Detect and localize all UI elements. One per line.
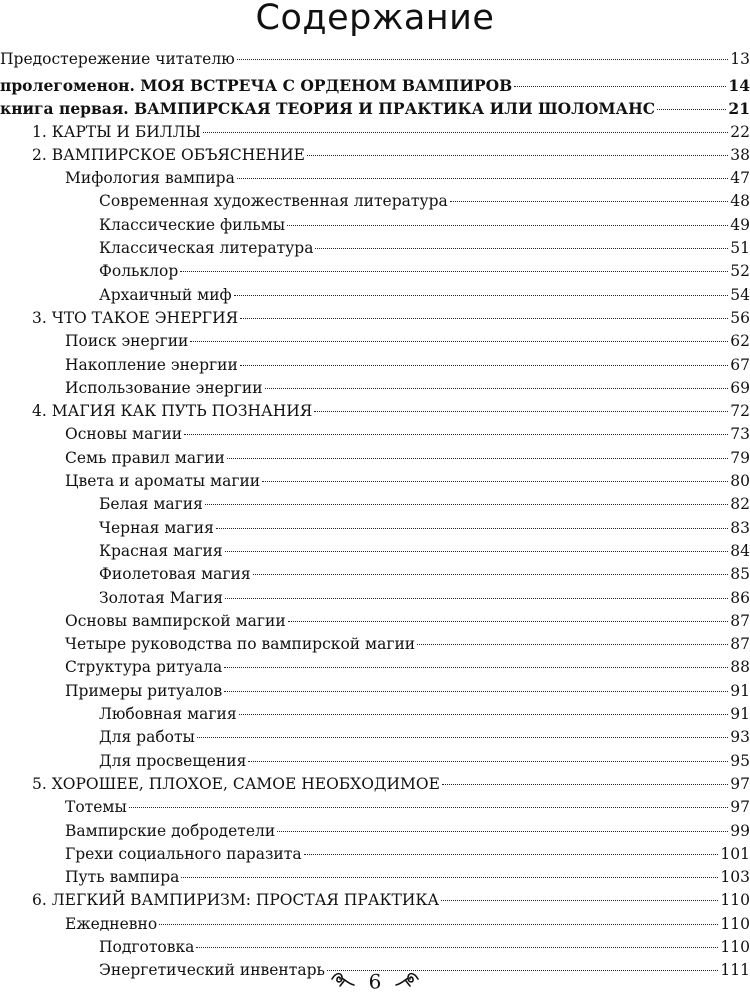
- toc-entry: [0, 216, 750, 239]
- toc-entry-label: Красная магия: [99, 541, 223, 560]
- toc-entry-label: 6. ЛЕГКИЙ ВАМПИРИЗМ: ПРОСТАЯ ПРАКТИКА: [32, 891, 440, 910]
- toc-entry-label: Мифология вампира: [65, 169, 235, 188]
- dot-leader: [159, 924, 718, 925]
- toc-entry-label: Цвета и ароматы магии: [65, 472, 261, 491]
- toc-entry: [0, 99, 750, 122]
- toc-entry-label: Основы вампирской магии: [65, 611, 286, 630]
- toc-entry-page: 88: [730, 658, 750, 677]
- toc-entry-page: 97: [730, 798, 750, 817]
- toc-entry-page: 84: [730, 541, 750, 560]
- toc-entry-page: 79: [730, 448, 750, 467]
- dot-leader: [657, 109, 726, 110]
- toc-entry: [0, 332, 750, 355]
- toc-entry-label: Тотемы: [65, 798, 127, 817]
- toc-entry-label: Для просвещения: [99, 751, 247, 770]
- toc-entry-label: Фольклор: [99, 262, 179, 281]
- toc-entry-label: Накопление энергии: [65, 355, 238, 374]
- dot-leader: [227, 458, 728, 459]
- toc-entry-label: Фиолетовая магия: [99, 565, 251, 584]
- toc-entry: [0, 682, 750, 705]
- toc-entry: [0, 798, 750, 821]
- toc-entry-label: Предостережение читателю: [0, 50, 235, 68]
- toc-entry-label: Поиск энергии: [65, 332, 189, 351]
- dot-leader: [181, 877, 718, 878]
- dot-leader: [248, 761, 728, 762]
- toc-entry: [0, 402, 750, 425]
- dot-leader: [237, 59, 729, 60]
- toc-entry-page: 14: [728, 76, 750, 95]
- toc-entry-label: Четыре руководства по вампирской магии: [65, 635, 416, 654]
- toc-entry-page: 54: [730, 285, 750, 304]
- toc-entry: [0, 519, 750, 542]
- toc-entry-label: Структура ритуала: [65, 658, 223, 677]
- dot-leader: [129, 807, 728, 808]
- dot-leader: [450, 201, 729, 202]
- toc-entry: [0, 76, 750, 99]
- toc-entry-page: 49: [730, 215, 750, 234]
- toc-entry-label: Примеры ритуалов: [65, 681, 223, 700]
- dot-leader: [315, 248, 728, 249]
- toc-entry-page: 91: [730, 681, 750, 700]
- toc-entry-page: 21: [728, 99, 750, 119]
- toc-entry-label: 3. ЧТО ТАКОЕ ЭНЕРГИЯ: [32, 308, 239, 327]
- toc-entry-label: Использование энергии: [65, 378, 263, 397]
- toc-entry: [0, 472, 750, 495]
- toc-entry-page: 87: [730, 635, 750, 654]
- dot-leader: [314, 411, 728, 412]
- toc-entry: [0, 239, 750, 262]
- toc-entry: [0, 658, 750, 681]
- dot-leader: [203, 132, 728, 133]
- dot-leader: [442, 784, 728, 785]
- toc-entry-label: пролегоменон. МОЯ ВСТРЕЧА С ОРДЕНОМ ВАМПИРОВ: [0, 76, 513, 95]
- toc-entry-label: Грехи социального паразита: [65, 844, 302, 863]
- toc-entry-label: 5. ХОРОШЕЕ, ПЛОХОЕ, САМОЕ НЕОБХОДИМОЕ: [32, 774, 440, 793]
- toc-entry: [0, 449, 750, 472]
- page-title: Содержание: [255, 0, 495, 38]
- toc-entry-page: 85: [730, 565, 750, 584]
- toc-entry-label: 2. ВАМПИРСКОЕ ОБЪЯСНЕНИЕ: [32, 145, 305, 164]
- toc-entry: [0, 845, 750, 868]
- toc-entry-label: Любовная магия: [99, 705, 237, 724]
- dot-leader: [514, 86, 726, 87]
- toc-entry-label: Архаичный миф: [99, 285, 232, 304]
- toc-entry-label: книга первая. ВАМПИРСКАЯ ТЕОРИЯ И ПРАКТИКА ИЛИ ШОЛОМАНС: [0, 99, 656, 119]
- dot-leader: [287, 225, 728, 226]
- toc-entry: [0, 262, 750, 285]
- toc-entry-page: 48: [730, 192, 750, 211]
- toc-entry: [0, 938, 750, 961]
- toc-entry-label: Семь правил магии: [65, 448, 225, 467]
- dot-leader: [190, 341, 728, 342]
- toc-entry-page: 80: [730, 472, 750, 491]
- toc-entry-label: Классические фильмы: [99, 215, 286, 234]
- toc-entry: [0, 169, 750, 192]
- toc-entry-page: 82: [730, 495, 750, 514]
- toc-entry-label: 4. МАГИЯ КАК ПУТЬ ПОЗНАНИЯ: [32, 402, 313, 421]
- dot-leader: [224, 667, 728, 668]
- toc-entry-page: 110: [720, 914, 750, 933]
- toc-entry-page: 69: [730, 378, 750, 397]
- page-number: 6: [368, 969, 382, 993]
- toc-entry-page: 56: [730, 308, 750, 327]
- toc-entry-label: Путь вампира: [65, 868, 180, 887]
- dot-leader: [225, 598, 728, 599]
- dot-leader: [240, 365, 728, 366]
- toc-entry: [0, 356, 750, 379]
- dot-leader: [441, 900, 718, 901]
- toc-entry-label: Золотая Магия: [99, 588, 224, 607]
- toc-entry-page: 110: [720, 937, 750, 956]
- dot-leader: [237, 178, 728, 179]
- dot-leader: [205, 504, 728, 505]
- table-of-contents: [0, 50, 750, 985]
- toc-entry-label: Вампирские добродетели: [65, 821, 276, 840]
- toc-entry: [0, 286, 750, 309]
- toc-entry-page: 110: [720, 891, 750, 910]
- toc-entry: [0, 868, 750, 891]
- flourish-right-icon: [394, 968, 420, 994]
- toc-entry: [0, 612, 750, 635]
- toc-entry: [0, 891, 750, 914]
- toc-entry-page: 22: [730, 122, 750, 141]
- toc-entry-label: Подготовка: [99, 937, 195, 956]
- toc-entry-label: Основы магии: [65, 425, 183, 444]
- toc-entry-page: 99: [730, 821, 750, 840]
- dot-leader: [184, 434, 728, 435]
- toc-entry-label: Черная магия: [99, 518, 214, 537]
- toc-entry-page: 103: [720, 868, 750, 887]
- dot-leader: [288, 621, 729, 622]
- toc-entry-page: 73: [730, 425, 750, 444]
- toc-entry-page: 97: [730, 774, 750, 793]
- toc-entry-page: 91: [730, 705, 750, 724]
- dot-leader: [239, 714, 729, 715]
- toc-entry-page: 86: [730, 588, 750, 607]
- dot-leader: [240, 318, 728, 319]
- toc-entry-page: 87: [730, 611, 750, 630]
- toc-entry: [0, 123, 750, 146]
- toc-entry-page: 67: [730, 355, 750, 374]
- toc-entry-label: Энергетический инвентарь: [99, 961, 325, 980]
- toc-entry-label: Для работы: [99, 728, 195, 747]
- toc-entry-page: 47: [730, 169, 750, 188]
- toc-entry: [0, 495, 750, 518]
- toc-entry: [0, 705, 750, 728]
- toc-entry-label: Классическая литература: [99, 239, 314, 258]
- dot-leader: [224, 691, 728, 692]
- dot-leader: [277, 831, 728, 832]
- toc-entry-page: 51: [730, 239, 750, 258]
- toc-entry: [0, 589, 750, 612]
- dot-leader: [417, 644, 728, 645]
- dot-leader: [253, 574, 729, 575]
- toc-entry-page: 111: [720, 961, 750, 980]
- toc-entry-page: 101: [720, 844, 750, 863]
- toc-entry: [0, 425, 750, 448]
- toc-entry-label: Белая магия: [99, 495, 203, 514]
- dot-leader: [196, 947, 718, 948]
- toc-entry: [0, 379, 750, 402]
- toc-entry-label: Ежедневно: [65, 914, 158, 933]
- dot-leader: [216, 528, 728, 529]
- toc-entry-page: 62: [730, 332, 750, 351]
- toc-entry: [0, 50, 750, 76]
- dot-leader: [180, 271, 728, 272]
- toc-entry: [0, 309, 750, 332]
- page-footer: [0, 967, 750, 995]
- toc-entry-page: 52: [730, 262, 750, 281]
- dot-leader: [225, 551, 729, 552]
- toc-entry-page: 72: [730, 402, 750, 421]
- toc-entry: [0, 752, 750, 775]
- toc-entry: [0, 915, 750, 938]
- toc-entry-page: 83: [730, 518, 750, 537]
- toc-entry-label: Современная художественная литература: [99, 192, 448, 211]
- toc-entry-page: 95: [730, 751, 750, 770]
- dot-leader: [304, 854, 719, 855]
- toc-entry: [0, 775, 750, 798]
- toc-entry: [0, 192, 750, 215]
- dot-leader: [234, 295, 729, 296]
- toc-entry: [0, 542, 750, 565]
- toc-entry-page: 93: [730, 728, 750, 747]
- toc-entry-page: 13: [730, 50, 750, 68]
- toc-entry-page: 38: [730, 145, 750, 164]
- dot-leader: [265, 388, 729, 389]
- dot-leader: [262, 481, 728, 482]
- toc-entry: [0, 728, 750, 751]
- toc-entry: [0, 565, 750, 588]
- toc-entry: [0, 822, 750, 845]
- toc-entry: [0, 146, 750, 169]
- toc-entry: [0, 635, 750, 658]
- flourish-left-icon: [330, 968, 356, 994]
- dot-leader: [197, 737, 728, 738]
- toc-entry-label: 1. КАРТЫ И БИЛЛЫ: [32, 122, 201, 141]
- dot-leader: [307, 155, 728, 156]
